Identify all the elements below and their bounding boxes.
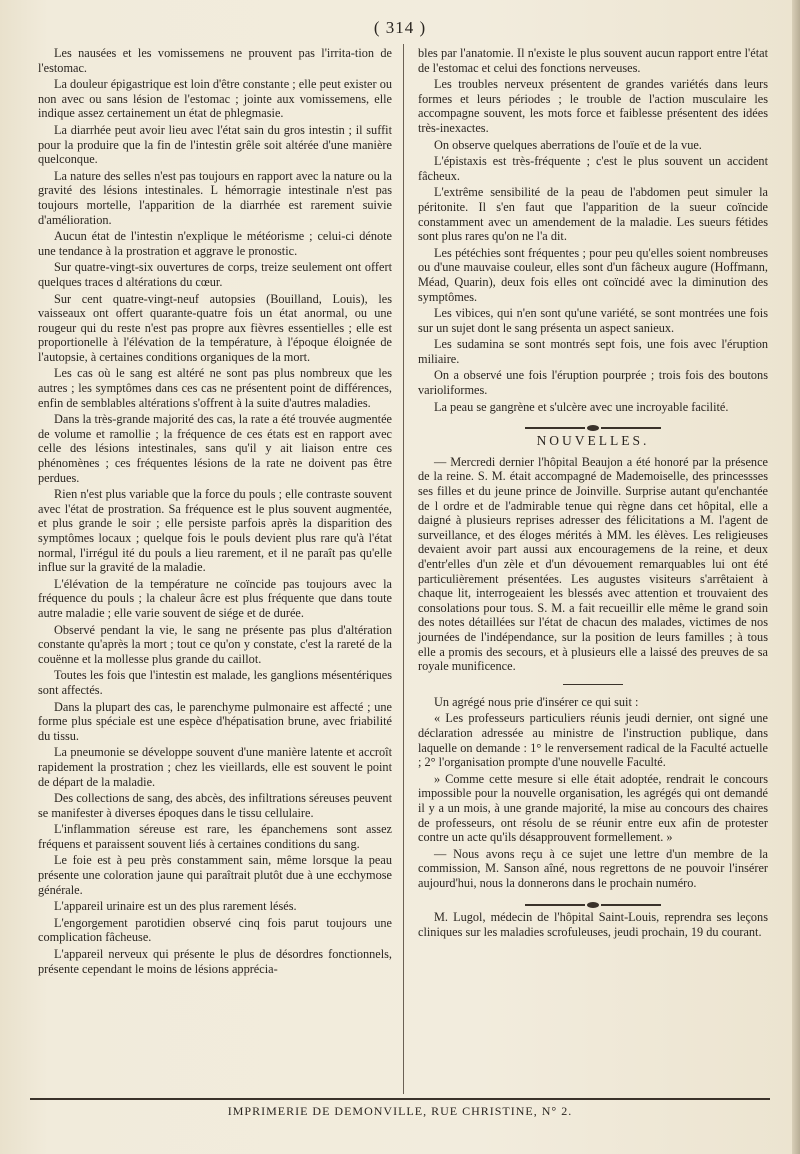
paragraph: L'extrême sensibilité de la peau de l'abdomen peut simuler la péritonite. Il s'en faut que l'apparition de la sueur coïncide constamment avec un amendement de la maladie. Les sueurs fétides sont plus rares qu'on ne l'a dit. bbox=[418, 185, 768, 244]
paragraph: M. Lugol, médecin de l'hôpital Saint-Louis, reprendra ses leçons cliniques sur les maladies scrofuleuses, jeudi prochain, 19 du courant. bbox=[418, 910, 768, 940]
paragraph: Un agrégé nous prie d'insérer ce qui suit : bbox=[434, 694, 639, 709]
paragraph: La pneumonie se développe souvent d'une manière latente et accroît rapidement la prostration ; chez les vieillards, elle est souvent le point de départ de la maladie. bbox=[38, 745, 392, 789]
paragraph: Les vibices, qui n'en sont qu'une variété, se sont montrées une fois sur un sujet dont le sang présenta un aspect sanieux. bbox=[418, 306, 768, 335]
paragraph: Dans la plupart des cas, le parenchyme pulmonaire est affecté ; une forme plus spéciale est une espèce d'hépatisation brune, avec friabilité du tissu. bbox=[38, 699, 392, 743]
page-edge bbox=[792, 0, 800, 1154]
section-title: NOUVELLES. bbox=[536, 433, 650, 449]
paragraph: Les pétéchies sont fréquentes ; pour peu qu'elles soient nombreuses ou d'une mauvaise couleur, elles sont d'un fâcheux augure (Hoffmann, Méad, Quarin), deux fois elles ont coïncidé avec la diminution des symptômes. bbox=[418, 245, 768, 304]
separator-rule bbox=[563, 684, 623, 685]
footer-rule bbox=[30, 1098, 770, 1100]
paragraph: La diarrhée peut avoir lieu avec l'état sain du gros intestin ; il suffit pour la produire que la fin de l'intestin grêle soit altérée d'une manière quelconque. bbox=[38, 122, 392, 167]
paragraph: Les nausées et les vomissemens ne prouvent pas l'irrita-tion de l'estomac. bbox=[38, 46, 392, 75]
paragraph: Les troubles nerveux présentent de grandes variétés dans leurs formes et leurs périodes ; le trouble de l'action musculaire les accompagne souvent, les mots force et faiblesse présentent des idées très-inexactes. bbox=[418, 77, 768, 135]
paragraph: La douleur épigastrique est loin d'être constante ; elle peut exister ou non avec ou sans lésion de l'estomac ; jointe aux vomissemens, elle indique assez certainement un état de phlegmasie. bbox=[38, 77, 392, 121]
paragraph: On observe quelques aberrations de l'ouïe et de la vue. bbox=[434, 137, 702, 152]
paragraph: Les cas où le sang est altéré ne sont pas plus nombreux que les autres ; les symptômes dans ces cas ne présentent point de différences, enfin de semblables altérations s'offrent à la suite d'autres maladies. bbox=[38, 366, 392, 410]
right-column bbox=[418, 46, 768, 942]
page-number: ( 314 ) bbox=[373, 18, 427, 37]
paragraph: — Nous avons reçu à ce sujet une lettre d'un membre de la commission, M. Sanson aîné, nous regrettons de ne pouvoir l'insérer aujourd'hui, nous la donnerons dans le prochain numéro. bbox=[418, 846, 768, 890]
paragraph: » Comme cette mesure si elle était adoptée, rendrait le concours impossible pour la nouvelle organisation, les agrégés qui ont demandé il y a un mois, à une grande majorité, la mise au concours des chaires de professeurs, ont résolu de se réunir entre eux afin de protester contre un acte qu'ils désapprouvent formellement. » bbox=[418, 771, 768, 845]
paragraph: Sur cent quatre-vingt-neuf autopsies (Bouilland, Louis), les vaisseaux ont offert quarante-quatre fois un état anormal, ou une rougeur qui du reste n'est pas propre aux fièvres essentielles ; elle est proportionelle à l'élévation de la température, à l'époque éloignée de l'autopsie, à certaines conditions organiques de la mort. bbox=[38, 291, 392, 364]
paragraph: « Les professeurs particuliers réunis jeudi dernier, ont signé une déclaration adressée au ministre de l'instruction publique, dans laquelle on demande : 1° le renversement radical de la Faculté actuelle ; 2° l'organisation prompte d'une nouvelle Faculté. bbox=[418, 711, 768, 770]
paragraph: Rien n'est plus variable que la force du pouls ; elle contraste souvent avec l'état de prostration. Sa fréquence est le plus souvent augmentée, et plus grande le soir ; elle persiste parfois après la disparition des symptômes locaux ; quelque fois le pouls devient plus rare qu'à l'état normal, l'irrégul ité du pouls a lieu rarement, et il ne paraît pas qu'elle influe sur la gravité de la maladie. bbox=[38, 487, 392, 575]
printer-imprint: IMPRIMERIE DE DEMONVILLE, RUE CHRISTINE, N° 2. bbox=[227, 1104, 573, 1118]
paragraph: bles par l'anatomie. Il n'existe le plus souvent aucun rapport entre l'état de l'estomac et celui des fonctions nerveuses. bbox=[418, 46, 768, 75]
paragraph: On a observé une fois l'éruption pourprée ; trois fois des boutons varioliformes. bbox=[418, 368, 768, 398]
paragraph: La nature des selles n'est pas toujours en rapport avec la nature ou la gravité des lésions intestinales. L hémorragie intestinale n'est pas toujours mortelle, l'apparition de la diarrhée est rarement suivie d'amélioration. bbox=[38, 168, 392, 227]
paragraph: L'élévation de la température ne coïncide pas toujours avec la fréquence du pouls ; la chaleur âcre est plus fréquente que dans toute autre maladie ; elle varie souvent de siége et de durée. bbox=[38, 576, 392, 620]
paragraph: Aucun état de l'intestin n'explique le météorisme ; celui-ci dénote une tendance à la prostration et aggrave le pronostic. bbox=[38, 229, 392, 258]
paragraph: L'inflammation séreuse est rare, les épanchemens sont assez fréquens et paraissent souvent liés à certaines conditions du sang. bbox=[38, 822, 392, 851]
paragraph: Observé pendant la vie, le sang ne présente pas plus d'altération constante qu'après la mort ; tout ce qu'on y constate, c'est la rareté de la couënne et la mollesse plus grande du caillot. bbox=[38, 622, 392, 666]
paragraph: L'épistaxis est très-fréquente ; c'est le plus souvent un accident fâcheux. bbox=[418, 154, 768, 183]
column-divider bbox=[403, 44, 404, 1094]
left-column bbox=[38, 46, 392, 978]
paragraph: — Mercredi dernier l'hôpital Beaujon a été honoré par la présence de la reine. S. M. était accompagné de Mademoiselle, des princessses ses filles et du jeune prince de Joinville. Surprise autant qu'enchantée de l ordre et de l'admirable tenue qui règne dans cet hôpital, elle a daigné à plusieurs reprises adresser des félicitations a M. l'agent de surveillance, et des éloges mérités à MM. les élèves. Les religieuses devaient avoir part aussi aux encouragemens de la reine, et deux d'entr'elles d'un zèle et d'un dévouement remarquables lui ont été particulièrement présentées. Les augustes visiteurs s'arrêtaient à chaque lit, interrogeaient les blessés avec attention et trouvaient des consolations pour tous. S. M. a fait recueillir elle même le grand soin des notes détaillées sur l'état de chacun des malades, victimes de nos journées de l'indépendance, sur la position de leurs familles ; à tous elle a promis des secours, et à plusieurs elle a laissé des preuves de sa royale munificence. bbox=[418, 454, 768, 674]
paragraph: L'appareil urinaire est un des plus rarement lésés. bbox=[54, 899, 297, 914]
paragraph: La peau se gangrène et s'ulcère avec une incroyable facilité. bbox=[434, 399, 729, 414]
paragraph: L'engorgement parotidien observé cinq fois parut toujours une complication fâcheuse. bbox=[38, 915, 392, 945]
paragraph: Sur quatre-vingt-six ouvertures de corps, treize seulement ont offert quelques traces d altérations du cœur. bbox=[38, 260, 392, 289]
ornament-divider bbox=[418, 896, 768, 904]
paragraph: Les sudamina se sont montrés sept fois, une fois avec l'éruption miliaire. bbox=[418, 337, 768, 366]
paragraph: Dans la très-grande majorité des cas, la rate a été trouvée augmentée de volume et ramollie ; la fréquence de ces états est en rapport avec celle des lésions intestinales, sans qu'il y ait liaison entre ces phénomènes ; ces fréquentes lésions de la rate ne doivent pas être perdues. bbox=[38, 412, 392, 485]
paragraph: L'appareil nerveux qui présente le plus de désordres fonctionnels, présente cependant le moins de lésions apprécia- bbox=[38, 947, 392, 976]
paragraph: Toutes les fois que l'intestin est malade, les ganglions mésentériques sont affectés. bbox=[38, 668, 392, 697]
paragraph: Le foie est à peu près constamment sain, même lorsque la peau présente une coloration jaune qui paraîtrait plutôt due à une ecchymose générale. bbox=[38, 853, 392, 897]
paragraph: Des collections de sang, des abcès, des infiltrations séreuses peuvent se manifester à diverses époques dans le tissu cellulaire. bbox=[38, 791, 392, 820]
ornament-divider bbox=[418, 420, 768, 428]
